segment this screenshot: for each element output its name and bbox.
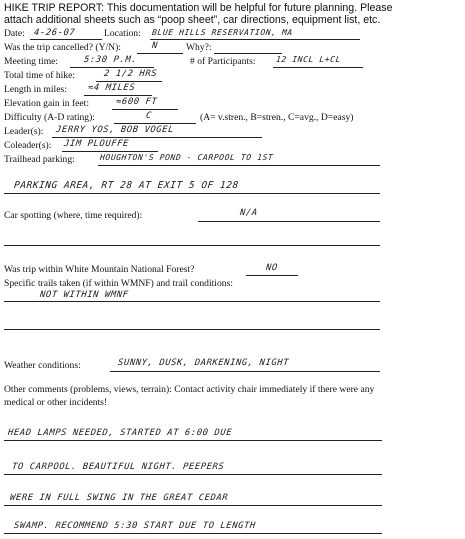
comment-line-3: WERE IN FULL SWING IN THE GREAT CEDAR <box>9 493 229 503</box>
elevation-value: ≈600 FT <box>115 97 158 107</box>
difficulty-value: C <box>145 111 153 121</box>
car-spotting-label: Car spotting (where, time required): <box>4 210 143 221</box>
participants-value: 12 INCL L+CL <box>275 55 342 64</box>
leaders-value: JERRY YOS, BOB VOGEL <box>55 125 175 135</box>
specific-trails-value: NOT WITHIN WMNF <box>39 290 129 300</box>
meeting-time-label: Meeting time: <box>4 56 59 67</box>
elevation-label: Elevation gain in feet: <box>4 98 89 109</box>
wmnf-value: NO <box>265 263 279 273</box>
weather-value: SUNNY, DUSK, DARKENING, NIGHT <box>117 358 290 368</box>
length-underline <box>84 95 152 96</box>
participants-underline <box>273 67 363 68</box>
participants-label: # of Participants: <box>190 56 256 67</box>
form-instructions-line1: This documentation will be helpful for future planning. Please <box>106 2 393 14</box>
total-time-underline <box>96 81 162 82</box>
other-comments-label-2: medical or other incidents! <box>4 397 108 408</box>
total-time-value: 2 1/2 HRS <box>103 69 158 79</box>
form-header <box>4 2 460 26</box>
car-spotting-value: N/A <box>239 208 259 218</box>
weather-underline <box>110 371 380 372</box>
date-value: 4-26-07 <box>33 28 76 38</box>
length-label: Length in miles: <box>4 84 67 95</box>
comment-underline-3 <box>4 505 382 506</box>
length-value: ≈4 MILES <box>87 83 136 93</box>
trailhead-value-2: PARKING AREA, RT 28 AT EXIT 5 OF 128 <box>13 180 240 191</box>
trailhead-underline-2 <box>4 193 380 194</box>
cancelled-label: Was the trip cancelled? (Y/N): <box>4 42 121 53</box>
location-underline <box>150 39 360 40</box>
difficulty-underline <box>114 123 196 124</box>
trailhead-underline-1 <box>98 165 380 166</box>
specific-trails-label: Specific trails taken (if within WMNF) and trail conditions: <box>4 278 233 289</box>
why-underline <box>214 53 282 54</box>
difficulty-label: Difficulty (A-D rating): <box>4 112 95 123</box>
location-value: BLUE HILLS RESERVATION, MA <box>151 28 294 37</box>
car-spotting-underline-2 <box>4 245 380 246</box>
leaders-label: Leader(s): <box>4 126 44 137</box>
other-comments-label: Other comments (problems, views, terrain): Contact activity chair immediately if there were any <box>4 384 375 395</box>
wmnf-label: Was trip within White Mountain National Forest? <box>4 264 195 275</box>
wmnf-underline <box>246 275 298 276</box>
comment-underline-4 <box>4 533 382 534</box>
elevation-underline <box>112 109 178 110</box>
form-title: HIKE TRIP REPORT: <box>4 2 105 14</box>
date-label: Date: <box>4 28 25 39</box>
weather-label: Weather conditions: <box>4 360 81 371</box>
date-underline <box>30 39 102 40</box>
location-label: Location: <box>104 28 141 39</box>
cancelled-underline <box>137 53 183 54</box>
comment-line-2: TO CARPOOL. BEAUTIFUL NIGHT. PEEPERS <box>11 462 225 472</box>
difficulty-legend: (A= v.stren., B=stren., C=avg., D=easy) <box>200 112 354 123</box>
meeting-time-underline <box>70 67 154 68</box>
cancelled-value: N <box>151 41 159 51</box>
total-time-label: Total time of hike: <box>4 70 75 81</box>
specific-trails-underline-2 <box>4 329 380 330</box>
comment-line-1: HEAD LAMPS NEEDED, STARTED AT 6:00 DUE <box>7 428 233 438</box>
coleaders-label: Coleader(s): <box>4 140 52 151</box>
trailhead-label: Trailhead parking: <box>4 154 75 165</box>
why-label: Why?: <box>186 42 212 53</box>
coleaders-underline <box>62 151 158 152</box>
trailhead-value-1: HOUGHTON'S POND - CARPOOL TO 1ST <box>99 153 274 162</box>
car-spotting-underline <box>198 221 380 222</box>
comment-underline-2 <box>4 474 382 475</box>
leaders-underline <box>52 137 262 138</box>
specific-trails-underline-1 <box>4 301 380 302</box>
form-instructions-line2: attach additional sheets such as “poop sheet”, car directions, equipment list, etc. <box>4 14 381 26</box>
comment-line-4: SWAMP. RECOMMEND 5:30 START DUE TO LENGTH <box>13 521 257 531</box>
coleaders-value: JIM PLOUFFE <box>63 139 130 149</box>
meeting-time-value: 5:30 P.M. <box>83 55 138 65</box>
comment-underline-1 <box>4 440 382 441</box>
